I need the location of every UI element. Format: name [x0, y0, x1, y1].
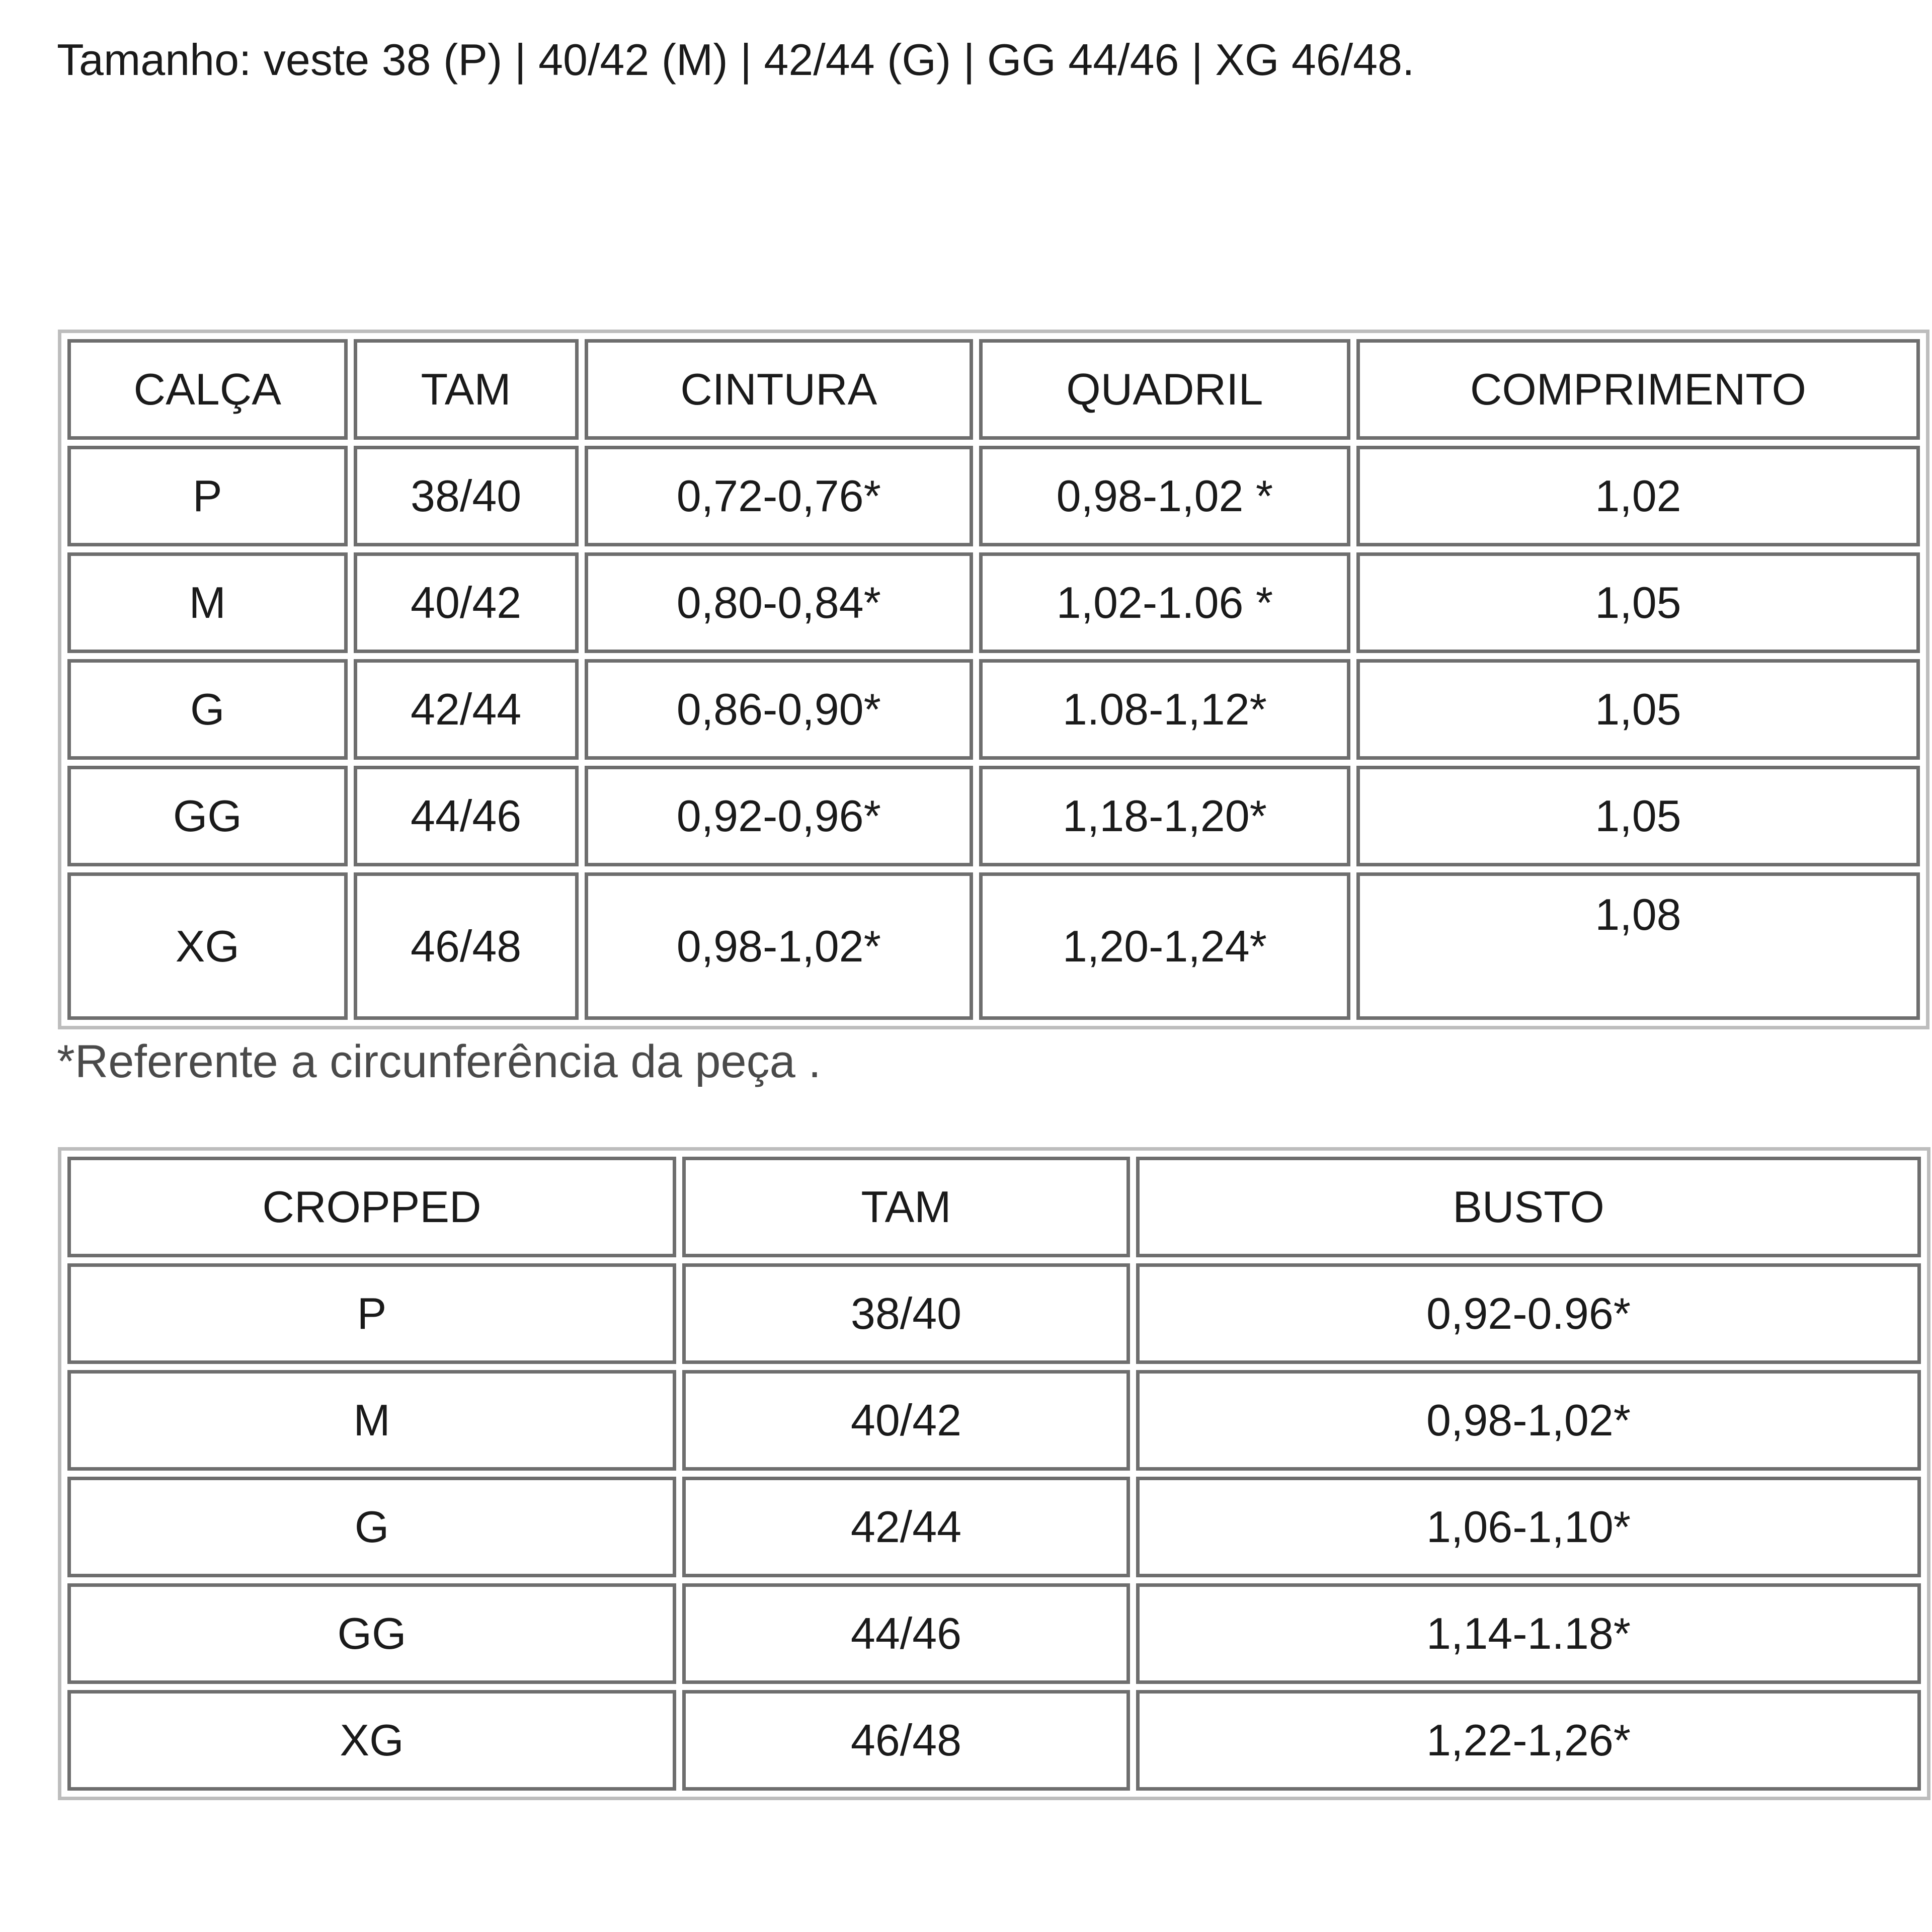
cell-cintura: 0,92-0,96* — [585, 766, 973, 866]
cell-quadril: 1.08-1,12* — [979, 659, 1350, 760]
cell-tam: 46/48 — [682, 1690, 1130, 1791]
cell-tam: 40/42 — [682, 1370, 1130, 1471]
cell-size: P — [67, 446, 348, 546]
cell-size: XG — [67, 1690, 676, 1791]
table-row — [67, 1690, 1921, 1791]
calca-size-table — [58, 330, 1929, 1029]
cell-busto: 1,22-1,26* — [1136, 1690, 1921, 1791]
header-quadril: QUADRIL — [979, 339, 1350, 440]
cell-tam: 46/48 — [354, 872, 579, 1020]
cell-size: GG — [67, 1583, 676, 1684]
cell-tam: 44/46 — [682, 1583, 1130, 1684]
cell-cintura: 0,86-0,90* — [585, 659, 973, 760]
cell-busto: 0,98-1,02* — [1136, 1370, 1921, 1471]
header-calca: CALÇA — [67, 339, 348, 440]
cell-size: M — [67, 552, 348, 653]
table-row — [67, 1477, 1921, 1577]
cell-tam: 42/44 — [354, 659, 579, 760]
cell-quadril: 1,20-1,24* — [979, 872, 1350, 1020]
cell-cintura: 0,72-0,76* — [585, 446, 973, 546]
cell-comprimento: 1,05 — [1356, 552, 1920, 653]
header-busto: BUSTO — [1136, 1157, 1921, 1257]
cropped-size-table — [58, 1147, 1930, 1800]
cell-size: G — [67, 659, 348, 760]
cell-tam: 42/44 — [682, 1477, 1130, 1577]
cell-size: GG — [67, 766, 348, 866]
cell-tam: 40/42 — [354, 552, 579, 653]
cell-tam: 44/46 — [354, 766, 579, 866]
cell-comprimento: 1,05 — [1356, 659, 1920, 760]
cell-quadril: 0,98-1,02 * — [979, 446, 1350, 546]
header-cintura: CINTURA — [585, 339, 973, 440]
cell-busto: 0,92-0.96* — [1136, 1263, 1921, 1364]
cell-size: M — [67, 1370, 676, 1471]
table-row — [67, 1370, 1921, 1471]
cell-busto: 1,06-1,10* — [1136, 1477, 1921, 1577]
cell-cintura: 0,80-0,84* — [585, 552, 973, 653]
table-row — [67, 552, 1920, 653]
cell-size: XG — [67, 872, 348, 1020]
table-row — [67, 446, 1920, 546]
table-header-row — [67, 339, 1920, 440]
cell-size: P — [67, 1263, 676, 1364]
table-row — [67, 1583, 1921, 1684]
cell-quadril: 1,18-1,20* — [979, 766, 1350, 866]
table-header-row — [67, 1157, 1921, 1257]
cell-cintura: 0,98-1,02* — [585, 872, 973, 1020]
cell-quadril: 1,02-1.06 * — [979, 552, 1350, 653]
cell-comprimento: 1,08 — [1356, 872, 1920, 1020]
cell-comprimento: 1,02 — [1356, 446, 1920, 546]
header-tam: TAM — [354, 339, 579, 440]
footnote-text: *Referente a circunferência da peça . — [57, 1036, 821, 1087]
table-row — [67, 1263, 1921, 1364]
cell-busto: 1,14-1.18* — [1136, 1583, 1921, 1684]
cell-tam: 38/40 — [682, 1263, 1130, 1364]
table-row — [67, 766, 1920, 866]
header-comprimento: COMPRIMENTO — [1356, 339, 1920, 440]
cell-comprimento: 1,05 — [1356, 766, 1920, 866]
header-tam: TAM — [682, 1157, 1130, 1257]
table-row — [67, 872, 1920, 1020]
cell-size: G — [67, 1477, 676, 1577]
cell-tam: 38/40 — [354, 446, 579, 546]
size-intro-text: Tamanho: veste 38 (P) | 40/42 (M) | 42/44 (G) | GG 44/46 | XG 46/48. — [57, 35, 1415, 85]
header-cropped: CROPPED — [67, 1157, 676, 1257]
table-row — [67, 659, 1920, 760]
